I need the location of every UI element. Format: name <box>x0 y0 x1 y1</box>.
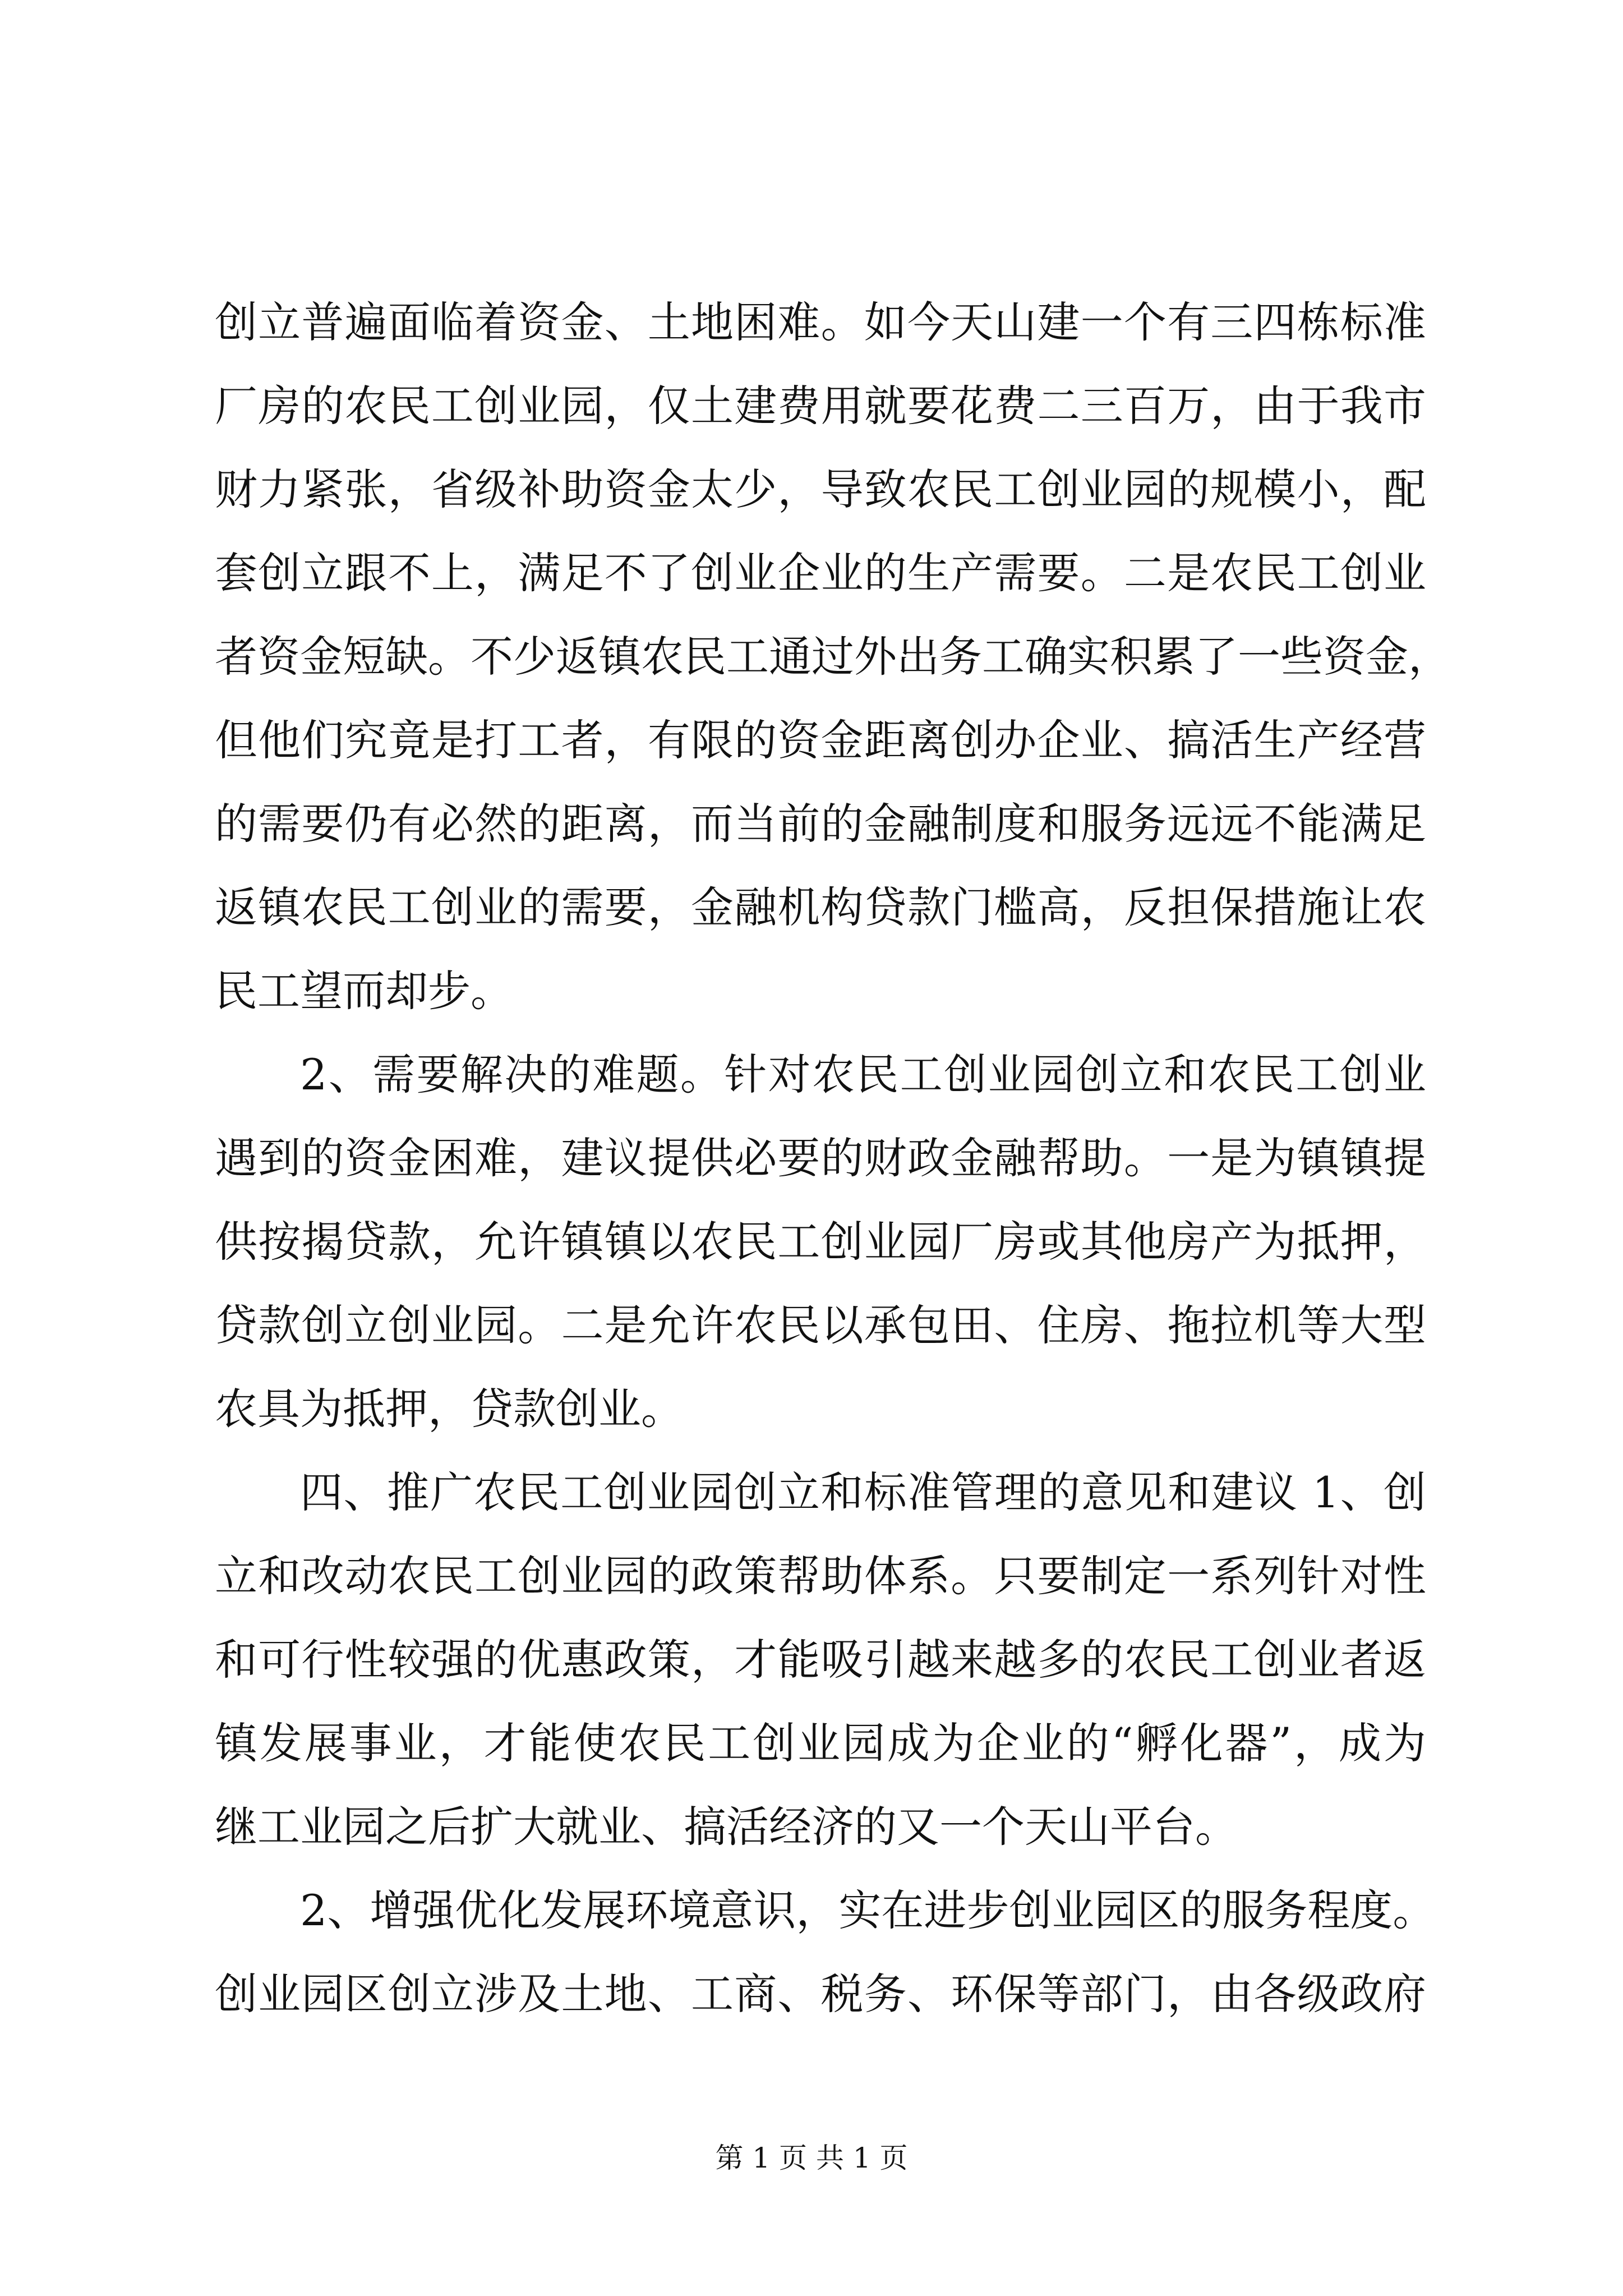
text-line: 继工业园之后扩大就业、搞活经济的又一个天山平台。 <box>215 1802 1238 1852</box>
text-line: 返镇农民工创业的需要，金融机构贷款门槛高，反担保措施让农 <box>215 882 1426 932</box>
text-line: 创立普遍面临着资金、土地困难。如今天山建一个有三四栋标准 <box>215 297 1426 347</box>
text-line: 和可行性较强的优惠政策，才能吸引越来越多的农民工创业者返 <box>215 1635 1426 1685</box>
page-footer: 第 1 页 共 1 页 <box>715 2142 908 2174</box>
text-line: 但他们究竟是打工者，有限的资金距离创办企业、搞活生产经营 <box>215 715 1426 765</box>
text-line: 镇发展事业，才能使农民工创业园成为企业的“孵化器”，成为 <box>215 1718 1426 1768</box>
text-line: 套创立跟不上，满足不了创业企业的生产需要。二是农民工创业 <box>215 548 1426 598</box>
text-line: 财力紧张，省级补助资金太少，导致农民工创业园的规模小，配 <box>215 464 1426 514</box>
document-body <box>215 280 1451 2036</box>
text-line: 四、推广农民工创业园创立和标准管理的意见和建议 1、创 <box>300 1467 1426 1517</box>
text-line: 厂房的农民工创业园，仅土建费用就要花费二三百万，由于我市 <box>215 381 1426 431</box>
text-line: 2、需要解决的难题。针对农民工创业园创立和农民工创业 <box>300 1050 1426 1099</box>
text-line: 者资金短缺。不少返镇农民工通过外出务工确实积累了一些资金， <box>215 632 1451 682</box>
text-line: 创业园区创立涉及土地、工商、税务、环保等部门，由各级政府 <box>215 1969 1426 2019</box>
text-line: 立和改动农民工创业园的政策帮助体系。只要制定一系列针对性 <box>215 1551 1426 1601</box>
text-line: 供按揭贷款，允许镇镇以农民工创业园厂房或其他房产为抵押， <box>215 1217 1426 1267</box>
text-line: 贷款创立创业园。二是允许农民以承包田、住房、拖拉机等大型 <box>215 1300 1426 1350</box>
text-line: 2、增强优化发展环境意识，实在进步创业园区的服务程度。 <box>300 1885 1436 1935</box>
text-line: 的需要仍有必然的距离，而当前的金融制度和服务远远不能满足 <box>215 799 1426 849</box>
text-line: 遇到的资金困难，建议提供必要的财政金融帮助。一是为镇镇提 <box>215 1133 1426 1183</box>
text-line: 民工望而却步。 <box>215 966 513 1016</box>
text-line: 农具为抵押，贷款创业。 <box>215 1384 684 1434</box>
